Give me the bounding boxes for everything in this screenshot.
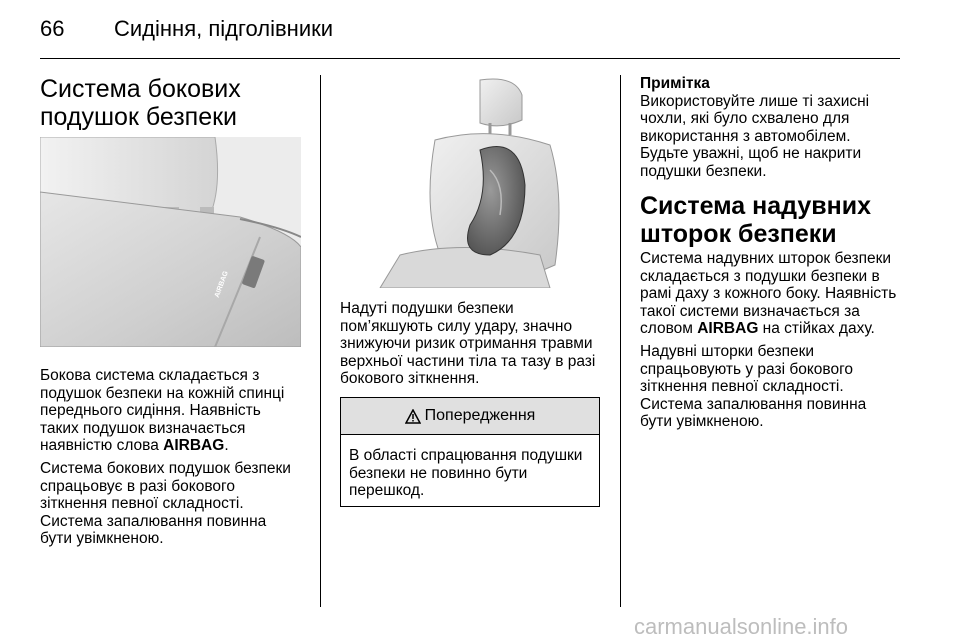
left-heading: Система бокових подушок безпеки xyxy=(40,75,241,131)
right-paragraph-1-last-line: словом AIRBAG на стійках даху. xyxy=(640,320,875,337)
column-divider-2 xyxy=(620,75,621,607)
running-head: Сидіння, підголівники xyxy=(114,16,334,41)
left-paragraph-1: Бокова система складається з подушок безпеки на кожній спинці переднього сидіння. Наявність таких подушок визначається наявністю слова AIRBAG. xyxy=(40,367,315,455)
left-paragraph-1-last-line: наявністю слова AIRBAG. xyxy=(40,437,229,454)
seat-airbag-deployed-illustration xyxy=(340,75,601,288)
airbag-label-tag: AIRBAG xyxy=(213,270,230,299)
warning-icon xyxy=(405,409,421,424)
middle-paragraph: Надуті подушки безпеки пом’якшують силу удару, значно знижуючи ризик отримання травми верхньої частини тіла та тазу в разі бокового зіткнення. xyxy=(340,300,596,387)
left-paragraph-2: Система бокових подушок безпеки спрацьовує в разі бокового зіткнення певної складності. Система запалювання повинна бути увімкненою. xyxy=(40,460,291,547)
note-title: Примітка xyxy=(640,75,710,92)
warning-box xyxy=(340,397,600,507)
right-heading: Система надувних шторок безпеки xyxy=(640,192,871,248)
right-paragraph-2: Надувні шторки безпеки спрацьовують у разі бокового зіткнення певної складності. Система запалювання повинна бути увімкненою. xyxy=(640,343,867,430)
right-paragraph-1: Система надувних шторок безпеки складається з подушки безпеки в рамі даху з кожного боку. Наявність такої системи визначається за словом AIRBAG на стійках даху. xyxy=(640,250,915,338)
warning-title: Попередження xyxy=(424,407,536,424)
side-airbag-seat-illustration xyxy=(40,137,301,347)
warning-body: В області спрацювання подушки безпеки не повинно бути перешкод. xyxy=(349,447,583,499)
header-rule xyxy=(40,58,900,59)
warning-header xyxy=(341,398,599,435)
column-divider-1 xyxy=(320,75,321,607)
note-block: Примітка Використовуйте лише ті захисні чохли, які було схвалено для використання з автомобілем. Будьте уважні, щоб не накрити подушки безпеки. xyxy=(640,75,915,180)
page-number: 66 xyxy=(40,16,65,41)
watermark: carmanualsonline.info xyxy=(634,614,849,639)
